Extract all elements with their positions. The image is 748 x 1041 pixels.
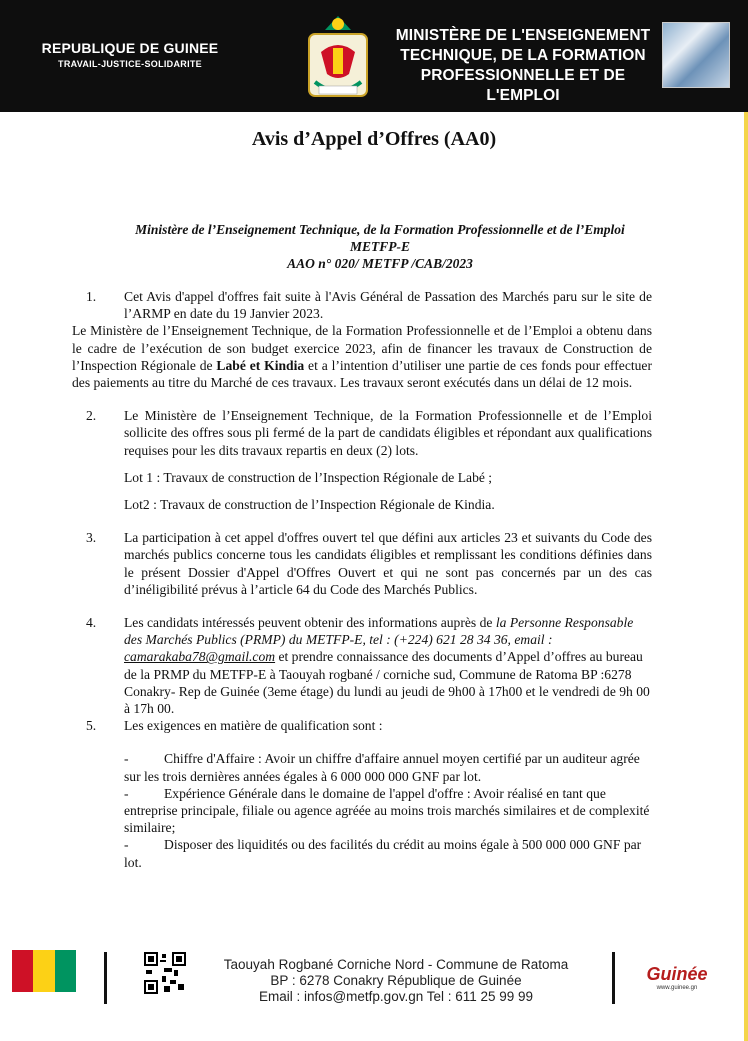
contact-prmp: la Personne Responsable des Marchés Publics (PRMP) du METFP-E, tel : (+224) 621 28 34 36, email : [124, 615, 634, 648]
requirement-3 [80, 836, 652, 870]
ministry-name [392, 26, 654, 106]
intro-ministry: Ministère de l’Enseignement Technique, de la Formation Professionnelle et de l’Emploi [135, 222, 625, 237]
footer-address [196, 957, 596, 1005]
requirement-2-text: Expérience Générale dans le domaine de l'appel d'offre : Avoir réalisé en tant que entreprise principale, filiale ou agence agréée au moins trois marchés similaires et de complexité similaire; [124, 785, 650, 836]
paragraph-3-text: La participation à cet appel d'offres ouvert tel que défini aux articles 23 et suivants du Code des marchés publics concerne tous les candidats éligibles et remplissant les conditions définies dans le présent Dossier d'Appel d'Offres Ouvert et qui ne sont pas concernés par un des cas d’inéligibilité prévus à l’article 64 du Code des Marchés Publics. [124, 530, 652, 597]
intro-reference: AAO n° 020/ METFP /CAB/2023 [287, 256, 473, 271]
dash-bullet: - [124, 785, 129, 801]
republic-block [30, 40, 230, 69]
intro-acronym: METFP-E [349, 239, 410, 254]
guinee-logo [632, 964, 722, 991]
requirement-1-text: Chiffre d'Affaire : Avoir un chiffre d'affaire annuel moyen certifié par un auditeur agrée sur les trois dernières années égales à 6 000 000 000 GNF par lot. [124, 751, 640, 784]
requirement-3-text: Disposer des liquidités ou des facilités du crédit au moins égale à 500 000 000 GNF par lot. [124, 837, 642, 870]
dash-bullet: - [124, 751, 129, 767]
paragraph-3 [80, 529, 652, 598]
paragraph-number: 5. [86, 718, 97, 734]
ministry-line-1: MINISTÈRE DE L'ENSEIGNEMENT [395, 27, 651, 44]
ministry-line-2: TECHNIQUE, DE LA FORMATION [400, 47, 646, 64]
republic-name: REPUBLIQUE DE GUINEE [41, 40, 219, 56]
document-title: Avis d’Appel d’Offres (AA0) [251, 128, 497, 150]
flag-band-green [55, 950, 76, 992]
funding-text: Le Ministère de l’Enseignement Technique, de la Formation Professionnelle et de l’Emploi a obtenu dans le cadre de l’exécution de son budget exercice 2023, afin de financer les travaux de Construction de l’Inspection Régionale de [72, 323, 652, 373]
ministry-line-3: PROFESSIONNELLE ET DE L'EMPLOI [420, 67, 626, 104]
guinea-flag-icon [12, 950, 76, 992]
paragraph-1-funding [72, 322, 652, 391]
address-line-3: Email : infos@metfp.gov.gn Tel : 611 25 99 99 [258, 989, 534, 1004]
paragraph-4 [80, 614, 652, 717]
qr-code-icon[interactable] [144, 952, 186, 994]
footer-divider [612, 952, 615, 1004]
paragraph-5 [80, 717, 652, 734]
letterhead [0, 0, 748, 112]
paragraph-4-text [80, 614, 652, 717]
dash-bullet: - [124, 837, 129, 853]
flag-band-yellow [33, 950, 54, 992]
paragraph-2-text: Le Ministère de l’Enseignement Technique, de la Formation Professionnelle et de l’Emploi sollicite des offres sous pli fermé de la part de candidats éligibles et répondant aux qualifications requises pour les dits travaux repartis en deux (2) lots. [124, 408, 652, 458]
contact-intro: Les candidats intéressés peuvent obtenir des informations auprès de [124, 615, 496, 631]
paragraph-number: 3. [86, 530, 97, 546]
paragraph-number: 1. [86, 289, 97, 304]
paragraph-number: 4. [86, 615, 97, 631]
paragraph-2 [80, 407, 652, 459]
paragraph-1-text: Cet Avis d'appel d'offres fait suite à l'Avis Général de Passation des Marchés paru sur le site de l’ARMP en date du 19 Janvier 2023. [124, 289, 652, 322]
republic-motto: TRAVAIL-JUSTICE-SOLIDARITE [58, 59, 202, 69]
coat-of-arms-icon [305, 12, 371, 104]
address-line-1: Taouyah Rogbané Corniche Nord - Commune de Ratoma [223, 957, 569, 972]
address-line-2: BP : 6278 Conakry République de Guinée [270, 973, 522, 988]
tender-intro [60, 221, 700, 272]
funding-locations: Labé et Kindia [216, 357, 305, 373]
contact-email-link[interactable]: camarakaba78@gmail.com [124, 649, 276, 665]
paragraph-number: 2. [86, 408, 97, 424]
page-edge-stripe [744, 0, 748, 1041]
document-body [72, 288, 652, 871]
requirement-2 [80, 785, 652, 837]
footer [0, 940, 748, 1041]
lot-2: Lot2 : Travaux de construction de l’Inspection Régionale de Kindia. [124, 497, 495, 513]
paragraph-1 [80, 288, 652, 322]
flag-band-red [12, 950, 33, 992]
requirement-1 [80, 750, 652, 784]
paragraph-5-text: Les exigences en matière de qualification sont : [124, 718, 383, 734]
logo-url: www.guinee.gn [656, 985, 698, 991]
lot-1: Lot 1 : Travaux de construction de l’Inspection Régionale de Labé ; [124, 469, 493, 485]
footer-divider [104, 952, 107, 1004]
contact-details: et prendre connaissance des documents d’Appel d’offres au bureau de la PRMP du METFP-E à Taouyah rogbané / corniche sud, Commune de Ratoma BP :6278 Conakry- Rep de Guinée (3eme étage) du lundi au jeudi de 9h00 à 17h00 et le vendredi de 9h 00 à 17h 00. [124, 649, 650, 717]
hologram-stamp [662, 22, 730, 88]
logo-name: Guinée [646, 964, 708, 984]
funding-text-end: et a l’intention d’utiliser une partie de ces fonds pour effectuer des paiements au titre du Marché de ces travaux. Les travaux seront exécutés dans un délai de 12 mois. [72, 357, 652, 391]
